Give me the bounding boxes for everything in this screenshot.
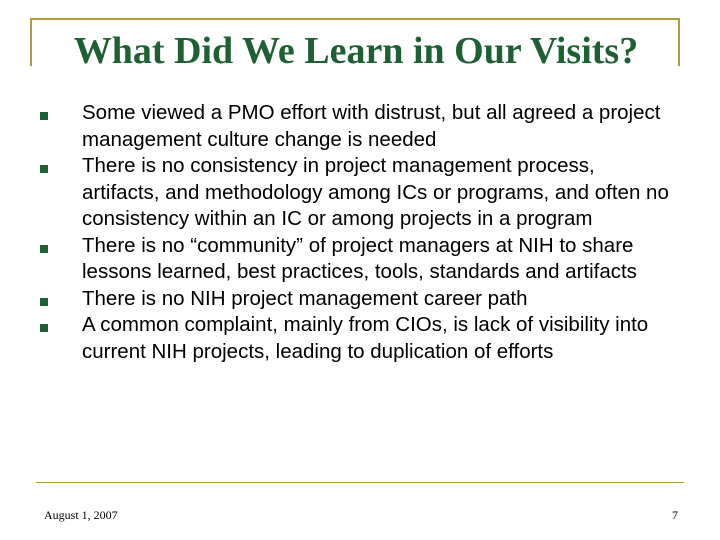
bullet-item (36, 153, 676, 233)
bullet-item (36, 312, 676, 365)
bullet-text: There is no NIH project management career path (82, 286, 528, 310)
bullet-item (36, 233, 676, 286)
bullet-item (36, 100, 676, 153)
bullet-text: Some viewed a PMO effort with distrust, but all agreed a project management culture change is needed (82, 101, 661, 151)
square-bullet-icon (40, 245, 48, 253)
bullet-item (36, 286, 676, 313)
footer-date: August 1, 2007 (44, 508, 118, 522)
bullet-list (36, 100, 676, 365)
bullet-text: A common complaint, mainly from CIOs, is lack of visibility into current NIH projects, leading to duplication of efforts (82, 313, 649, 363)
bullet-text: There is no “community” of project managers at NIH to share lessons learned, best practices, tools, standards and artifacts (82, 233, 637, 283)
square-bullet-icon (40, 324, 48, 332)
slide-title: What Did We Learn in Our Visits? (73, 30, 639, 72)
title-frame-right-border (678, 18, 680, 66)
footer-divider (36, 482, 684, 483)
square-bullet-icon (40, 112, 48, 120)
title-frame-left-border (30, 18, 32, 66)
title-frame-top-border (30, 18, 680, 20)
square-bullet-icon (40, 298, 48, 306)
page-number: 7 (672, 508, 678, 522)
square-bullet-icon (40, 165, 48, 173)
bullet-text: There is no consistency in project management process, artifacts, and methodology among ICs or programs, and often no consistency within an IC or among projects in a program (82, 154, 669, 230)
